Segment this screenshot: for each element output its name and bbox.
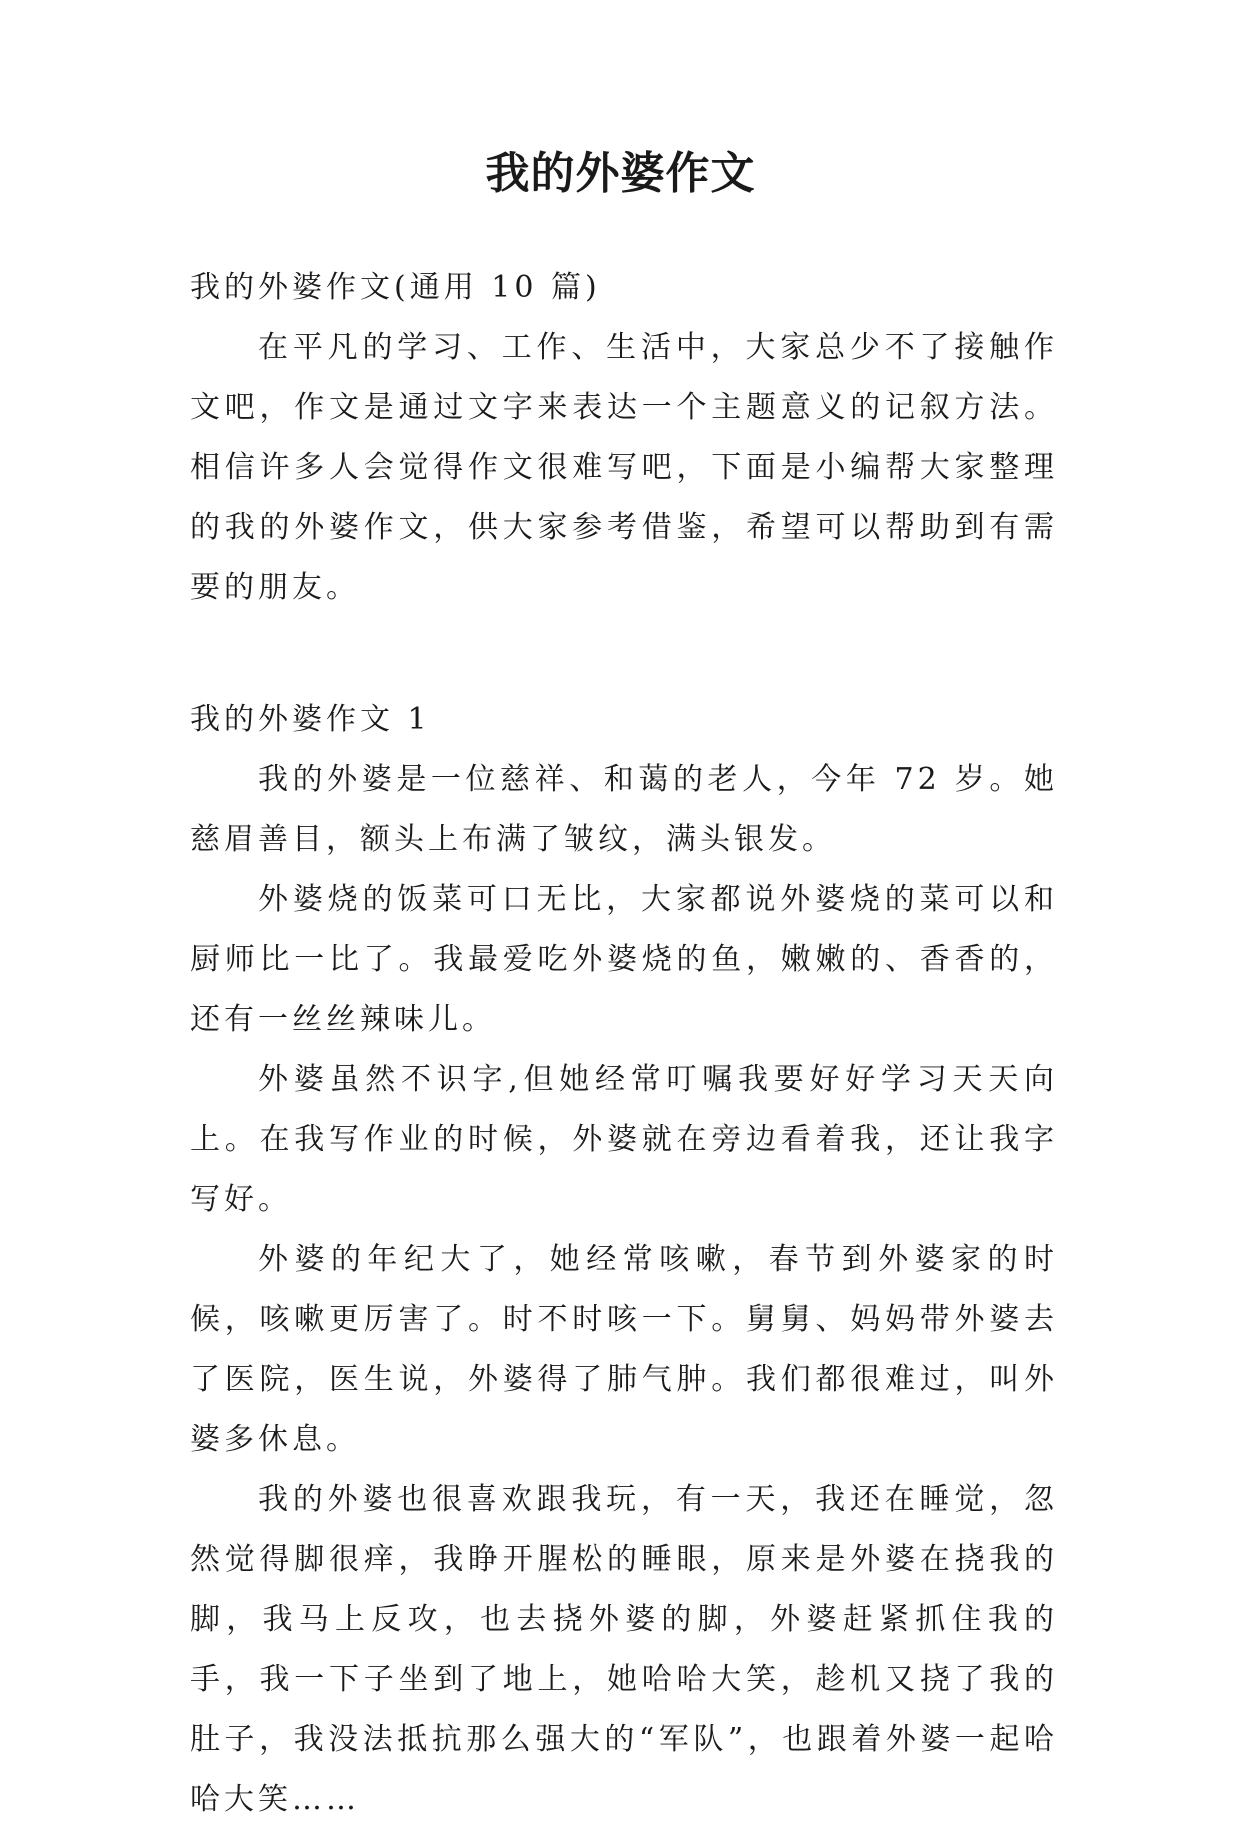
essay-1-paragraph: 我的外婆也很喜欢跟我玩，有一天，我还在睡觉，忽然觉得脚很痒，我睁开腥松的睡眼，原来是外婆在挠我的脚，我马上反攻，也去挠外婆的脚，外婆赶紧抓住我的手，我一下子坐到了地上，她哈哈大笑，趁机又挠了我的肚子，我没法抵抗那么强大的“军队”，也跟着外婆一起哈哈大笑…… — [190, 1482, 1058, 1817]
essay-1-paragraph: 外婆虽然不识字,但她经常叮嘱我要好好学习天天向上。在我写作业的时候，外婆就在旁边看着我，还让我字写好。 — [190, 1062, 1058, 1217]
essay-1-paragraph: 外婆烧的饭菜可口无比，大家都说外婆烧的菜可以和厨师比一比了。我最爱吃外婆烧的鱼，嫩嫩的、香香的，还有一丝丝辣味儿。 — [190, 882, 1058, 1037]
essay-1-paragraph: 外婆的年纪大了，她经常咳嗽，春节到外婆家的时候，咳嗽更厉害了。时不时咳一下。舅舅、妈妈带外婆去了医院，医生说，外婆得了肺气肿。我们都很难过，叫外婆多休息。 — [190, 1242, 1058, 1457]
essay-1-paragraph: 我的外婆是一位慈祥、和蔼的老人，今年 72 岁。她慈眉善目，额头上布满了皱纹，满头银发。 — [190, 762, 1058, 857]
document-body — [190, 258, 1058, 1830]
essay-1-heading: 我的外婆作文 1 — [190, 702, 431, 737]
intro-paragraph: 在平凡的学习、工作、生活中，大家总少不了接触作文吧，作文是通过文字来表达一个主题意义的记叙方法。相信许多人会觉得作文很难写吧，下面是小编帮大家整理的我的外婆作文，供大家参考借鉴，希望可以帮助到有需要的朋友。 — [190, 330, 1058, 605]
section-spacer — [190, 618, 1058, 690]
document-title: 我的外婆作文 — [485, 148, 756, 199]
intro-heading: 我的外婆作文(通用 10 篇) — [190, 270, 601, 305]
